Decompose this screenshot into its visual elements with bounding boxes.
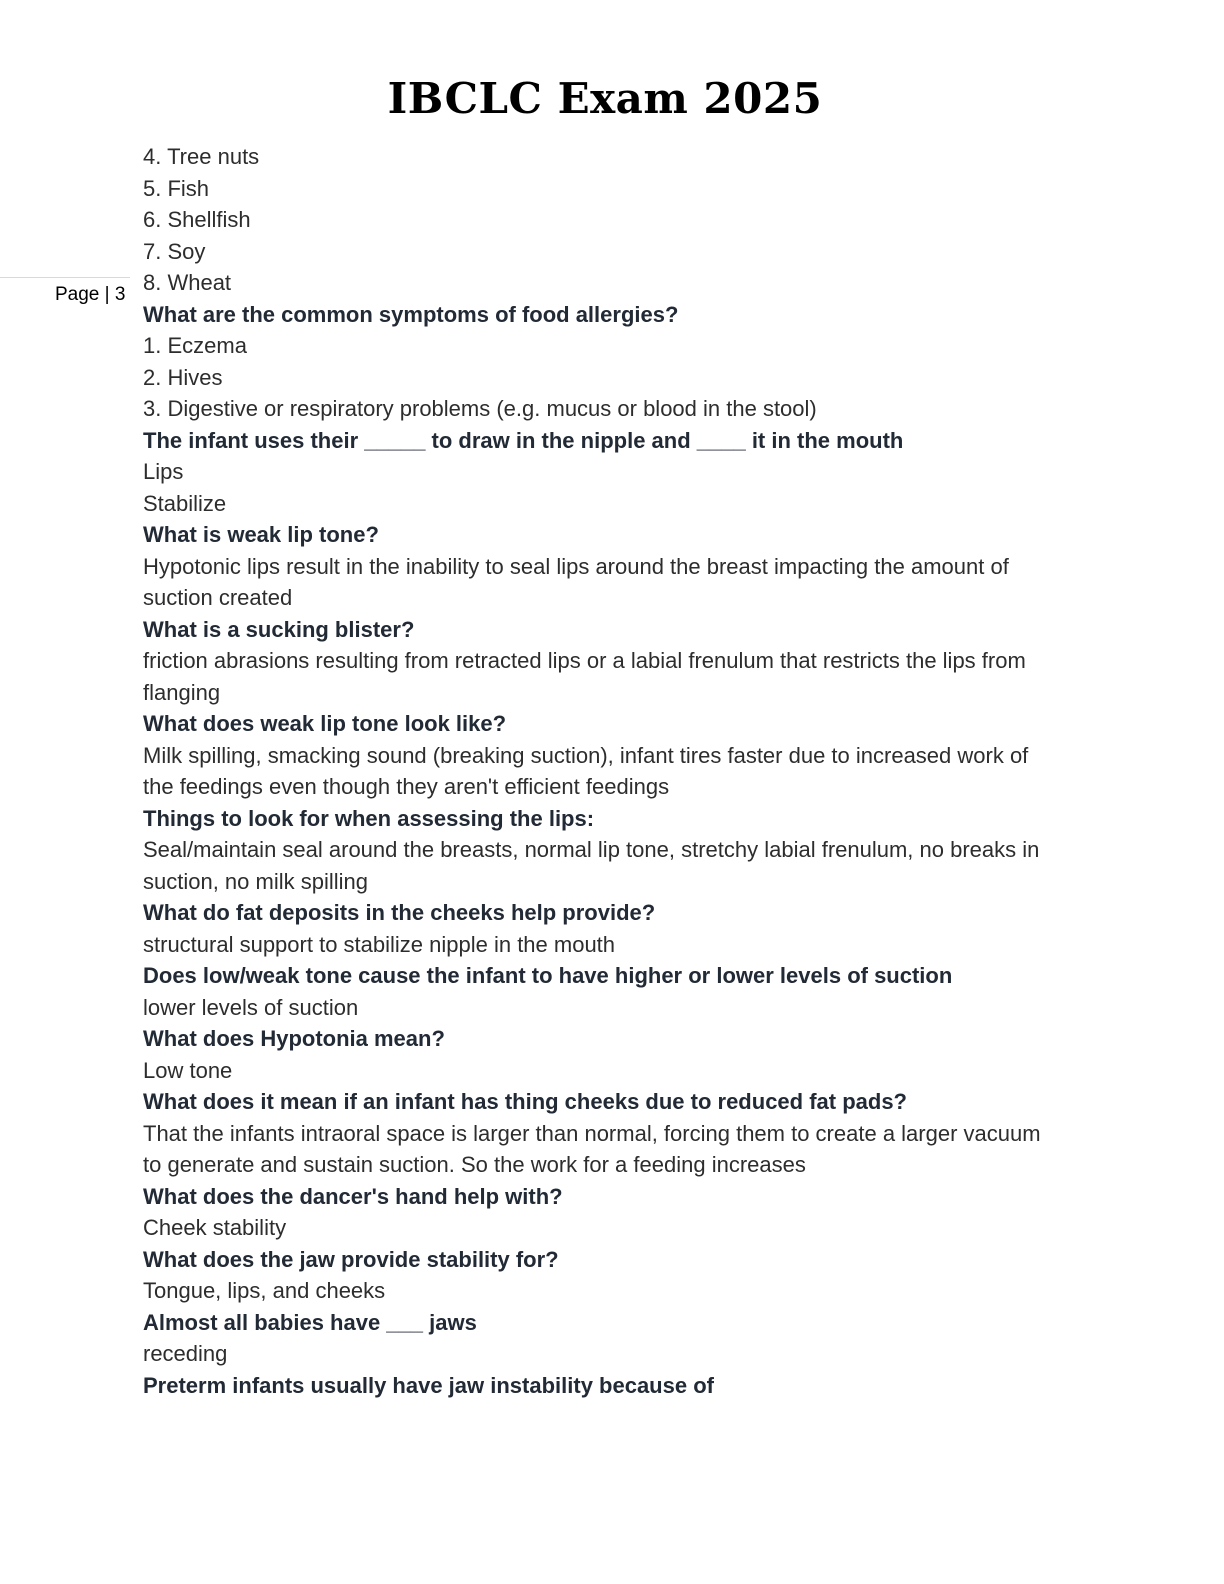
list-item: 4. Tree nuts [143,144,260,169]
list-item: 8. Wheat [143,270,232,295]
question: What do fat deposits in the cheeks help provide? [143,900,656,925]
question: Almost all babies have ___ jaws [143,1309,477,1335]
question: The infant uses their _____ to draw in the nipple and ____ it in the mouth [143,427,904,453]
answer: Tongue, lips, and cheeks [143,1278,386,1303]
answer: Stabilize [143,490,227,516]
question: What are the common symptoms of food allergies? [143,301,679,327]
answer: Cheek stability [143,1215,287,1240]
question: What does weak lip tone look like? [143,711,507,736]
answer: Hypotonic lips result in the inability to seal lips around the breast impacting the amount of suction created [143,553,1015,610]
page-title: IBCLC Exam 2025 [387,74,823,123]
answer: lower levels of suction [143,994,359,1020]
question: Things to look for when assessing the lips: [143,805,595,831]
answer: That the infants intraoral space is larger than normal, forcing them to create a larger vacuum to generate and sustain suction. So the work for a feeding increases [143,1120,1047,1177]
answer: Lips [143,459,184,484]
question: Does low/weak tone cause the infant to have higher or lower levels of suction [143,963,953,988]
question: What does Hypotonia mean? [143,1026,445,1051]
list-item: 6. Shellfish [143,207,251,232]
answer: 3. Digestive or respiratory problems (e.g. mucus or blood in the stool) [143,396,817,421]
question: What does the dancer's hand help with? [143,1183,563,1209]
answer: Milk spilling, smacking sound (breaking suction), infant tires faster due to increased work of the feedings even though they aren't efficient feedings [143,742,1035,799]
answer: Seal/maintain seal around the breasts, normal lip tone, stretchy labial frenulum, no breaks in suction, no milk spilling [143,837,1046,894]
page-number-label: Page | 3 [55,284,126,305]
question: Preterm infants usually have jaw instability because of [143,1372,714,1398]
list-item: 5. Fish [143,175,210,201]
question: What does it mean if an infant has thing cheeks due to reduced fat pads? [143,1089,907,1114]
answer: 2. Hives [143,364,223,390]
answer: receding [143,1341,228,1366]
question: What is a sucking blister? [143,616,415,642]
question: What does the jaw provide stability for? [143,1246,559,1272]
answer: structural support to stabilize nipple in the mouth [143,931,616,957]
answer: friction abrasions resulting from retracted lips or a labial frenulum that restricts the lips from flanging [143,648,1032,705]
answer: 1. Eczema [143,333,247,358]
question: What is weak lip tone? [143,522,379,547]
margin-divider [0,277,130,278]
answer: Low tone [143,1057,233,1083]
list-item: 7. Soy [143,238,206,264]
study-content [143,141,1063,1401]
